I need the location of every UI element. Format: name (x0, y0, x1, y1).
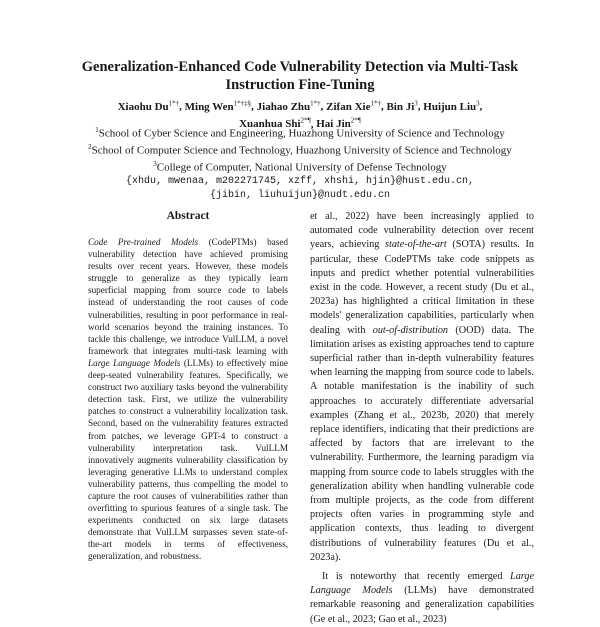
title-line-2: Instruction Fine-Tuning (225, 77, 375, 93)
email-line-2: {jibin, liuhuijun}@nudt.edu.cn (209, 189, 391, 201)
paper-title (60, 58, 540, 94)
abstract-body: Code Pre-trained Models (CodePTMs) based vulnerability detection have achieved promising results over recent years. However, these models struggle to generalize as they typically learn superficial mapping from source code to labels instead of understanding the root causes of code vulnerabilities, resulting in poor performance in real-world scenarios beyond the training instances. To tackle this challenge, we introduce VulLLM, a novel framework that integrates multi-task learning with Large Language Models (LLMs) to effectively mine deep-seated vulnerability features. Specifically, we construct two auxiliary tasks beyond the vulnerability detection task. First, we utilize the vulnerability patches to construct a vulnerability localization task. Second, based on the vulnerability features extracted from patches, we leverage GPT-4 to construct a vulnerability interpretation task. VulLLM innovatively augments vulnerability classification by leveraging generative LLMs to understand complex vulnerability patterns, thus compelling the model to capture the root causes of vulnerabilities rather than overfitting to spurious features of a single task. The experiments conducted on six large datasets demonstrate that VulLLM surpasses seven state-of-the-art models in terms of effectiveness, generalization, and robustness. (88, 237, 289, 562)
author: Jiahao Zhu$^{1*\dagger}$ (256, 99, 321, 113)
author: Xiaohu $Du^{1*\dagger}$ (117, 99, 180, 113)
right-column (310, 210, 534, 627)
author: Ming Wen$^{1*\dagger\ddagger\S}$ (184, 99, 252, 113)
affiliation: $^3$College of Computer, National University of Defense Technology (153, 160, 447, 174)
author: Huijun Liu$^3$ (423, 99, 480, 113)
affiliation: $^2$School of Computer Science and Technology, Huazhong University of Science and Technology (88, 143, 512, 157)
abstract-heading: Abstract (166, 210, 210, 222)
author-list: Xiaohu $Du^{1*\dagger}$, Ming Wen$^{1*\dagger\ddagger\S}$, Jiahao Zhu$^{1*\dagger}$, Zifan Xie$^{1*\dagger}$, Bin Ji$^3$, Huijun Liu$^3$, Xuanhua Shi$^{2*\P}$, Hai Jin$^{2*\P}$ (117, 99, 483, 131)
affiliations (30, 124, 570, 202)
author: Bin Ji$^3$ (386, 99, 418, 113)
author: Hai Jin$^{2*\P}$ (316, 116, 361, 131)
title-line-1: Generalization-Enhanced Code Vulnerability Detection via Multi-Task (81, 59, 519, 75)
author: Xuanhua Shi$^{2*\P}$ (239, 116, 311, 131)
body-paragraph: et al., 2022) have been increasingly applied to automated code vulnerability detection over recent years, achieving state-of-the-art (SOTA) results. In particular, these CodePTMs take code snippets as inputs and predict whether potential vulnerabilities exist in the code. However, a recent study (Du et al., 2023a) has highlighted a critical limitation in these models' generalization capabilities, particularly when dealing with out-of-distribution (OOD) data. The limitation arises as existing approaches tend to capture superficial rather than in-depth vulnerability features when learning the mapping from source code to labels. A notable manifestation is the inability of such approaches to accurately differentiate adversarial examples (Zhang et al., 2023b, 2020) that merely replace identifiers, indicating that their predictions are affected by factors that are irrelevant to the vulnerability. Furthermore, the learning paradigm via mapping from source code to labels struggles with the generalization ability when handling vulnerable code from multiple projects, as the code from different projects often varies in programming style and application contexts, thus leading to divergent distributions of vulnerability features (Du et al., 2023a). (310, 211, 534, 563)
author: Zifan Xie$^{1*\dagger}$ (326, 99, 381, 113)
email-line-1: {xhdu, mwenaa, m202271745, xzff, xhshi, hjin}@hust.edu.cn, (125, 176, 475, 188)
body-paragraph: It is noteworthy that recently emerged Large Language Models (LLMs) have demonstrated remarkable reasoning and generalization capabilities (Ge et al., 2023; Gao et al., 2023) (310, 571, 534, 625)
affiliation: $^1$School of Cyber Science and Engineering, Huazhong University of Science and Technology (95, 126, 505, 140)
